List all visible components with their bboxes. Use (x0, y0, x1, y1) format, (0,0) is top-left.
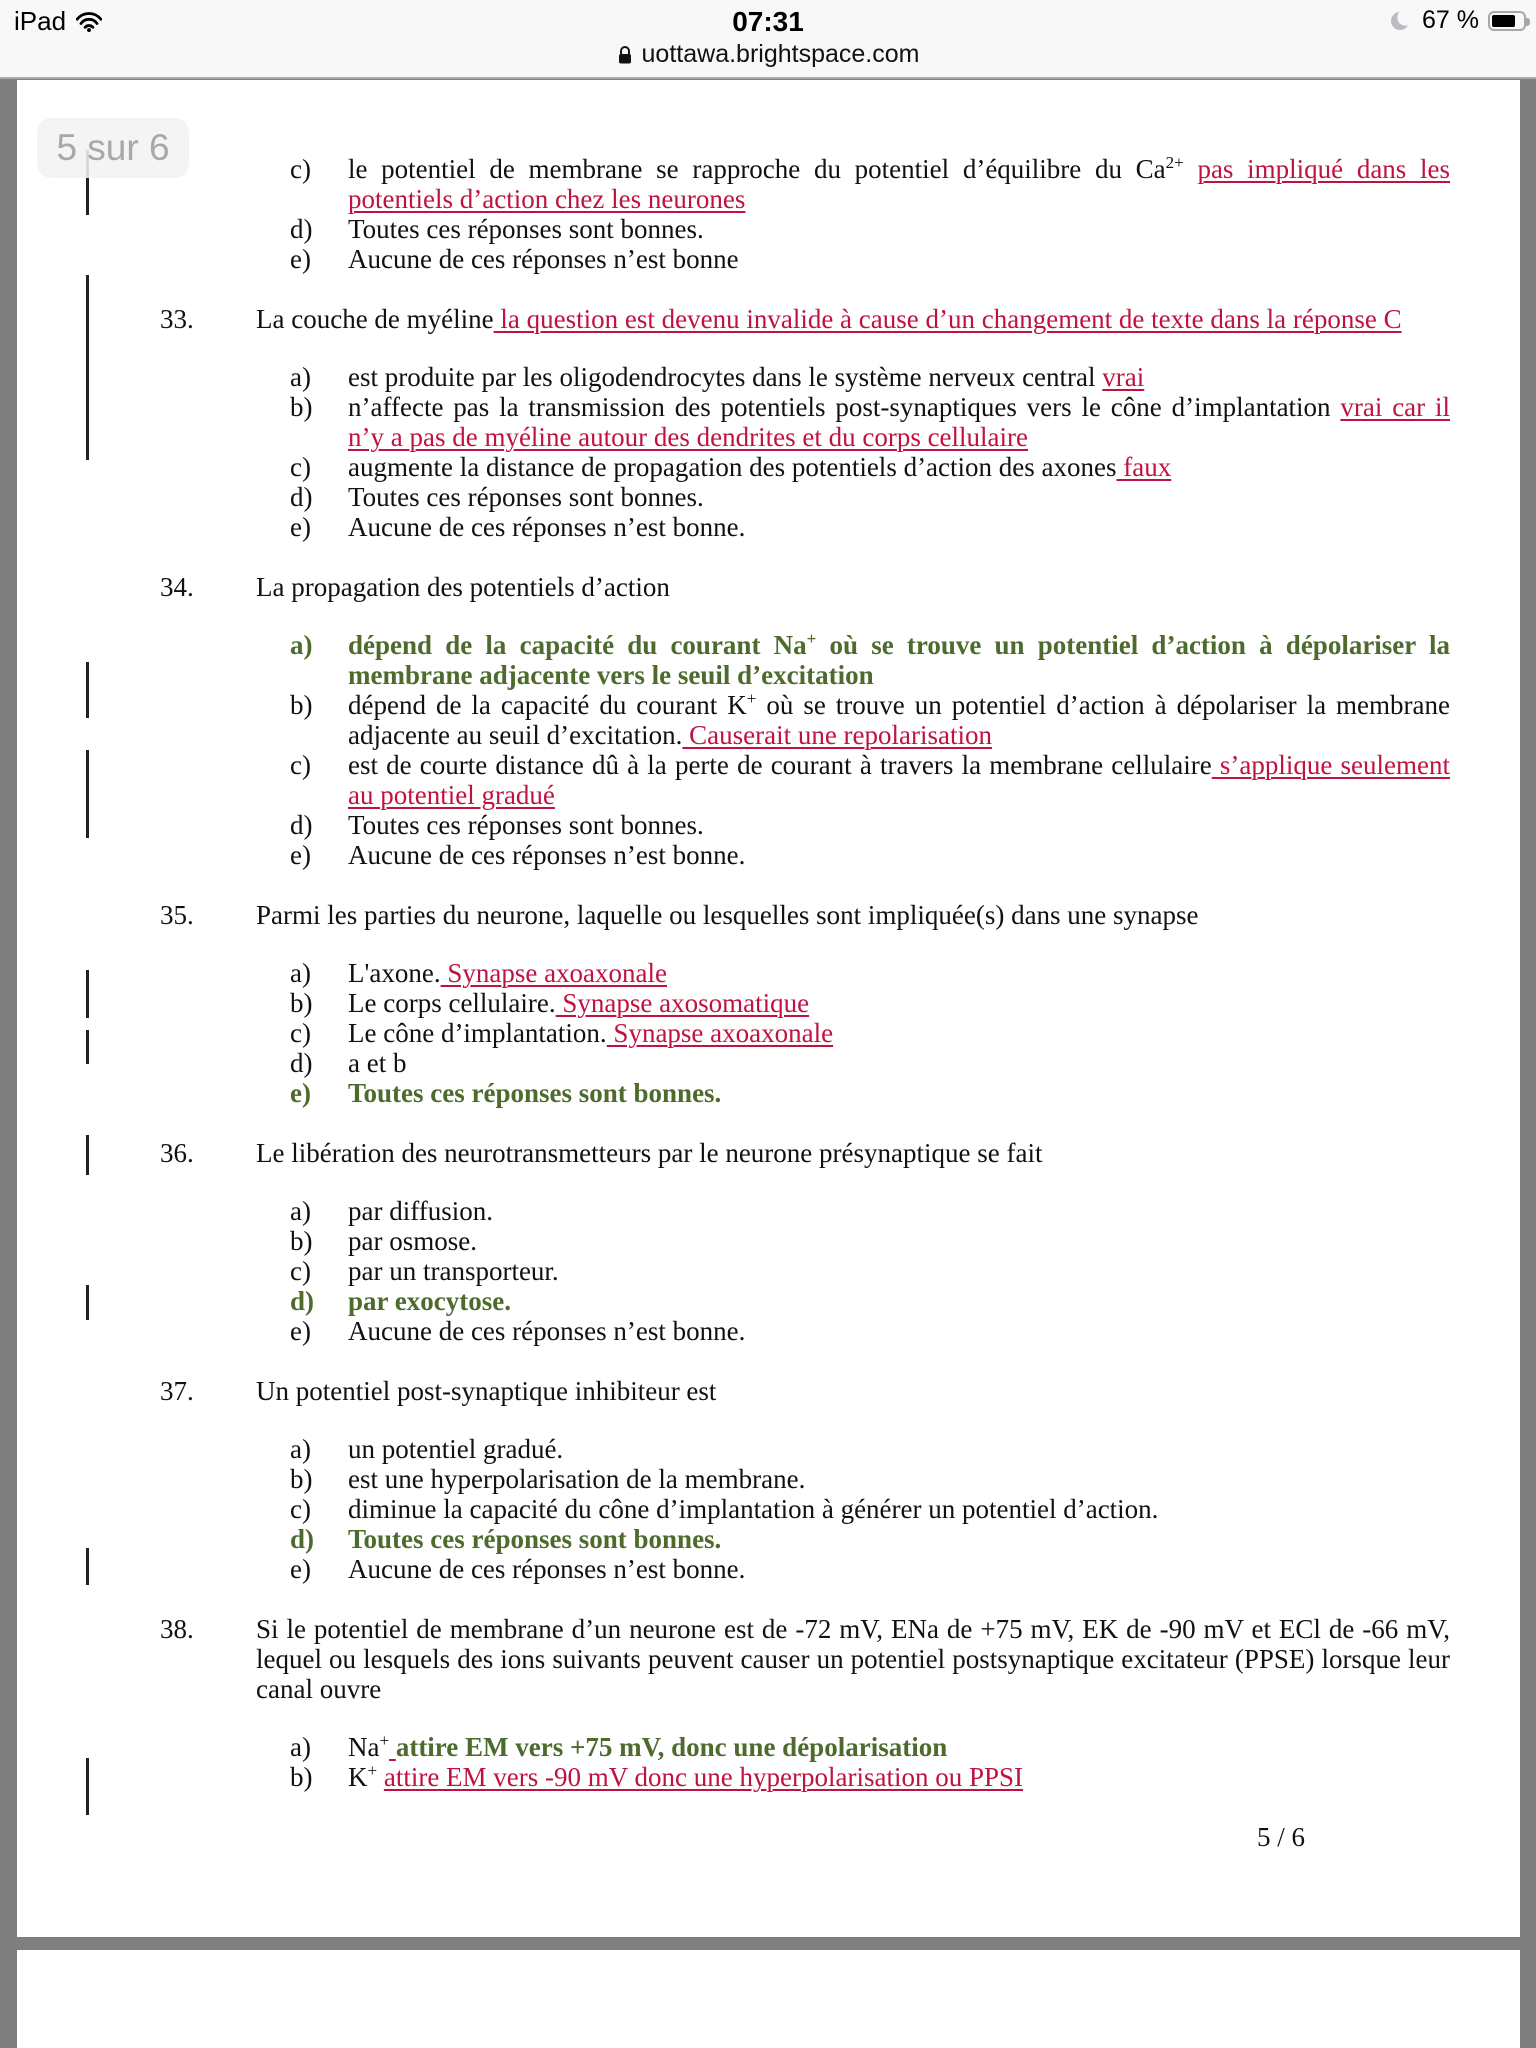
option-letter: b) (290, 1762, 313, 1792)
text-segment (377, 1762, 384, 1792)
question-head (160, 1138, 1450, 1168)
option-row (290, 1464, 1450, 1494)
option-text (348, 362, 1450, 392)
option-letter: e) (290, 1316, 311, 1346)
option-row (290, 244, 1450, 274)
option-row (290, 1256, 1450, 1286)
revision-bar (86, 1548, 89, 1585)
text-segment: n’affecte pas la transmission des potentiels post-synaptiques vers le cône d’implantation (348, 392, 1341, 422)
options-list (290, 154, 1450, 274)
revision-bar (86, 1758, 89, 1815)
option-row (290, 1762, 1450, 1792)
text-segment: La propagation des potentiels d’action (256, 572, 670, 602)
question-title (256, 1614, 1450, 1704)
option-row (290, 1316, 1450, 1346)
question-number: 34. (160, 572, 194, 602)
url-bar[interactable] (0, 40, 1536, 69)
text-segment: attire EM vers +75 mV, donc une dépolarisation (395, 1732, 948, 1762)
option-letter: d) (290, 1286, 315, 1316)
text-segment: dépend de la capacité du courant Na (348, 630, 807, 660)
revision-bar (86, 1135, 89, 1175)
option-text (348, 1078, 1450, 1108)
options-list (290, 362, 1450, 542)
option-row (290, 1554, 1450, 1584)
option-row (290, 1524, 1450, 1554)
question-number: 33. (160, 304, 194, 334)
text-segment: L'axone. (348, 958, 441, 988)
option-text (348, 1494, 1450, 1524)
page-1 (17, 80, 1520, 1937)
text-segment: Toutes ces réponses sont bonnes. (348, 1524, 722, 1554)
question-block (160, 572, 1450, 870)
option-text (348, 1524, 1450, 1554)
text-segment: a et b (348, 1048, 407, 1078)
option-row (290, 1732, 1450, 1762)
option-letter: c) (290, 154, 311, 184)
question-number: 37. (160, 1376, 194, 1406)
revision-bar (86, 750, 89, 838)
question-title (256, 304, 1450, 334)
text-segment: un potentiel gradué. (348, 1434, 564, 1464)
option-letter: d) (290, 214, 313, 244)
option-text (348, 1732, 1450, 1762)
text-segment: + (746, 689, 757, 708)
text-segment: par un transporteur. (348, 1256, 559, 1286)
revision-bar (86, 662, 89, 718)
option-row (290, 1494, 1450, 1524)
option-row (290, 1286, 1450, 1316)
option-letter: c) (290, 1018, 311, 1048)
questions (17, 80, 1520, 1792)
option-text (348, 958, 1450, 988)
option-row (290, 362, 1450, 392)
option-text (348, 244, 1450, 274)
text-segment: 2+ (1165, 153, 1184, 172)
option-row (290, 1226, 1450, 1256)
question-block (160, 154, 1450, 274)
option-text (348, 1226, 1450, 1256)
option-letter: e) (290, 244, 311, 274)
option-row (290, 482, 1450, 512)
option-text (348, 1018, 1450, 1048)
options-list (290, 958, 1450, 1108)
text-segment: où se trouve un potentiel d’action à dépolariser la membrane adjacente vers le seuil d’excitation (348, 630, 1450, 690)
option-letter: b) (290, 1226, 313, 1256)
option-text (348, 1434, 1450, 1464)
option-row (290, 958, 1450, 988)
statusbar-right (1389, 6, 1526, 35)
text-segment: Si le potentiel de membrane d’un neurone est de -72 mV, ENa de +75 mV, EK de -90 mV et ECl de -66 mV, lequel ou lesquels des ions suivants peuvent causer un potentiel postsynaptique excitateur (PPSE) lorsque leur canal ouvre (256, 1614, 1450, 1704)
safari-chrome (0, 0, 1536, 79)
option-row (290, 810, 1450, 840)
option-letter: c) (290, 452, 311, 482)
options-list (290, 630, 1450, 870)
options-list (290, 1732, 1450, 1792)
text-segment: Toutes ces réponses sont bonnes. (348, 214, 704, 244)
question-head (160, 1376, 1450, 1406)
option-text (348, 690, 1450, 750)
option-text (348, 1554, 1450, 1584)
text-segment: Aucune de ces réponses n’est bonne. (348, 1316, 746, 1346)
question-number: 35. (160, 900, 194, 930)
option-letter: a) (290, 1196, 311, 1226)
question-block (160, 900, 1450, 1108)
document-viewport[interactable] (0, 80, 1536, 2048)
option-letter: b) (290, 690, 313, 720)
text-segment: augmente la distance de propagation des potentiels d’action des axones (348, 452, 1117, 482)
option-letter: e) (290, 840, 311, 870)
question-number: 36. (160, 1138, 194, 1168)
text-segment: + (379, 1731, 390, 1750)
text-segment: + (367, 1761, 378, 1780)
option-row (290, 1048, 1450, 1078)
text-segment: + (806, 629, 817, 648)
text-segment: diminue la capacité du cône d’implantation à générer un potentiel d’action. (348, 1494, 1159, 1524)
option-text (348, 214, 1450, 244)
text-segment: pas impliqué dans les potentiels d’action chez les neurones (348, 154, 1450, 214)
text-segment: le potentiel de membrane se rapproche du potentiel d’équilibre du Ca (348, 154, 1166, 184)
question-title (256, 1138, 1450, 1168)
option-row (290, 154, 1450, 214)
option-letter: e) (290, 1078, 311, 1108)
option-text (348, 482, 1450, 512)
do-not-disturb-moon-icon (1389, 9, 1413, 33)
clock: 07:31 (732, 6, 804, 37)
option-letter: a) (290, 1732, 311, 1762)
battery-fill (1492, 15, 1515, 27)
option-row (290, 840, 1450, 870)
question-block (160, 1376, 1450, 1584)
text-segment: Toutes ces réponses sont bonnes. (348, 482, 704, 512)
text-segment: Le libération des neurotransmetteurs par le neurone présynaptique se fait (256, 1138, 1043, 1168)
question-title (256, 1376, 1450, 1406)
text-segment: Synapse axoaxonale (440, 958, 668, 988)
option-row (290, 452, 1450, 482)
option-row (290, 750, 1450, 810)
battery-percentage: 67 % (1422, 6, 1479, 34)
question-block (160, 1614, 1450, 1792)
text-segment: La couche de myéline (256, 304, 494, 334)
text-segment: Toutes ces réponses sont bonnes. (348, 810, 704, 840)
option-letter: c) (290, 1494, 311, 1524)
text-segment: Synapse axoaxonale (606, 1018, 834, 1048)
question-head (160, 572, 1450, 602)
option-letter: d) (290, 810, 313, 840)
option-text (348, 1762, 1450, 1792)
option-row (290, 630, 1450, 690)
question-head (160, 1614, 1450, 1704)
option-text (348, 988, 1450, 1018)
text-segment: faux (1116, 452, 1172, 482)
question-title (256, 572, 1450, 602)
text-segment: attire EM vers -90 mV donc une hyperpolarisation ou PPSI (383, 1762, 1023, 1792)
option-text (348, 154, 1450, 214)
revision-bar (86, 970, 89, 1018)
option-row (290, 1018, 1450, 1048)
text-segment: par exocytose. (348, 1286, 511, 1316)
option-text (348, 512, 1450, 542)
question-head (160, 304, 1450, 334)
text-segment: vrai car il n’y a pas de myéline autour des dendrites et du corps cellulaire (348, 392, 1450, 452)
question-block (160, 1138, 1450, 1346)
option-row (290, 690, 1450, 750)
option-row (290, 988, 1450, 1018)
text-segment: Un potentiel post-synaptique inhibiteur est (256, 1376, 717, 1406)
option-text (348, 1048, 1450, 1078)
option-letter: a) (290, 630, 313, 660)
text-segment: K (348, 1762, 368, 1792)
text-segment (389, 1732, 396, 1762)
text-segment: la question est devenu invalide à cause d’un changement de texte dans la réponse C (493, 304, 1402, 334)
revision-bar (86, 1030, 89, 1064)
question-head (160, 900, 1450, 930)
text-segment: est de courte distance dû à la perte de courant à travers la membrane cellulaire (348, 750, 1212, 780)
option-letter: b) (290, 392, 313, 422)
text-segment: par diffusion. (348, 1196, 493, 1226)
option-letter: c) (290, 1256, 311, 1286)
text-segment: Parmi les parties du neurone, laquelle ou lesquelles sont impliquée(s) dans une synapse (256, 900, 1199, 930)
text-segment: Aucune de ces réponses n’est bonne. (348, 512, 746, 542)
device-label: iPad (14, 6, 67, 36)
lock-icon (617, 45, 633, 65)
text-segment: Aucune de ces réponses n’est bonne. (348, 1554, 746, 1584)
text-segment: s’applique seulement au potentiel gradué (348, 750, 1450, 810)
option-text (348, 392, 1450, 452)
option-row (290, 214, 1450, 244)
option-text (348, 1464, 1450, 1494)
text-segment: Synapse axosomatique (555, 988, 810, 1018)
text-segment: est produite par les oligodendrocytes dans le système nerveux central (348, 362, 1103, 392)
option-letter: d) (290, 482, 313, 512)
option-letter: a) (290, 1434, 311, 1464)
revision-bar (86, 1285, 89, 1320)
battery-icon (1488, 11, 1526, 31)
option-text (348, 810, 1450, 840)
battery-nub (1526, 18, 1530, 26)
option-letter: e) (290, 1554, 311, 1584)
option-text (348, 1286, 1450, 1316)
option-row (290, 1434, 1450, 1464)
text-segment: Aucune de ces réponses n’est bonne (348, 244, 739, 274)
option-letter: a) (290, 958, 311, 988)
text-segment: où se trouve un potentiel d’action à dépolariser la membrane adjacente au seuil d’excitation. (348, 690, 1450, 750)
question-number: 38. (160, 1614, 194, 1644)
revision-bar (86, 275, 89, 460)
url-text: uottawa.brightspace.com (641, 40, 920, 68)
option-letter: c) (290, 750, 311, 780)
option-text (348, 452, 1450, 482)
text-segment: Aucune de ces réponses n’est bonne. (348, 840, 746, 870)
option-letter: d) (290, 1524, 315, 1554)
text-segment: Toutes ces réponses sont bonnes. (348, 1078, 722, 1108)
text-segment: Causerait une repolarisation (682, 720, 993, 750)
option-row (290, 1078, 1450, 1108)
text-segment: dépend de la capacité du courant K (348, 690, 747, 720)
question-title (256, 900, 1450, 930)
option-text (348, 750, 1450, 810)
option-row (290, 512, 1450, 542)
text-segment: est une hyperpolarisation de la membrane. (348, 1464, 806, 1494)
option-text (348, 1316, 1450, 1346)
option-letter: b) (290, 1464, 313, 1494)
page-indicator-badge: 5 sur 6 (37, 118, 189, 178)
text-segment: Na (348, 1732, 380, 1762)
option-letter: a) (290, 362, 311, 392)
option-text (348, 840, 1450, 870)
text-segment: vrai (1102, 362, 1145, 392)
option-text (348, 630, 1450, 690)
page-number: 5 / 6 (1256, 1822, 1305, 1852)
option-letter: d) (290, 1048, 313, 1078)
options-list (290, 1196, 1450, 1346)
text-segment (1184, 154, 1198, 184)
text-segment: Le cône d’implantation. (348, 1018, 607, 1048)
text-segment: Le corps cellulaire. (348, 988, 556, 1018)
text-segment: par osmose. (348, 1226, 477, 1256)
option-row (290, 392, 1450, 452)
options-list (290, 1434, 1450, 1584)
option-text (348, 1196, 1450, 1226)
option-letter: e) (290, 512, 311, 542)
option-text (348, 1256, 1450, 1286)
page-2 (17, 1950, 1520, 2048)
option-letter: b) (290, 988, 313, 1018)
option-row (290, 1196, 1450, 1226)
question-block (160, 304, 1450, 542)
